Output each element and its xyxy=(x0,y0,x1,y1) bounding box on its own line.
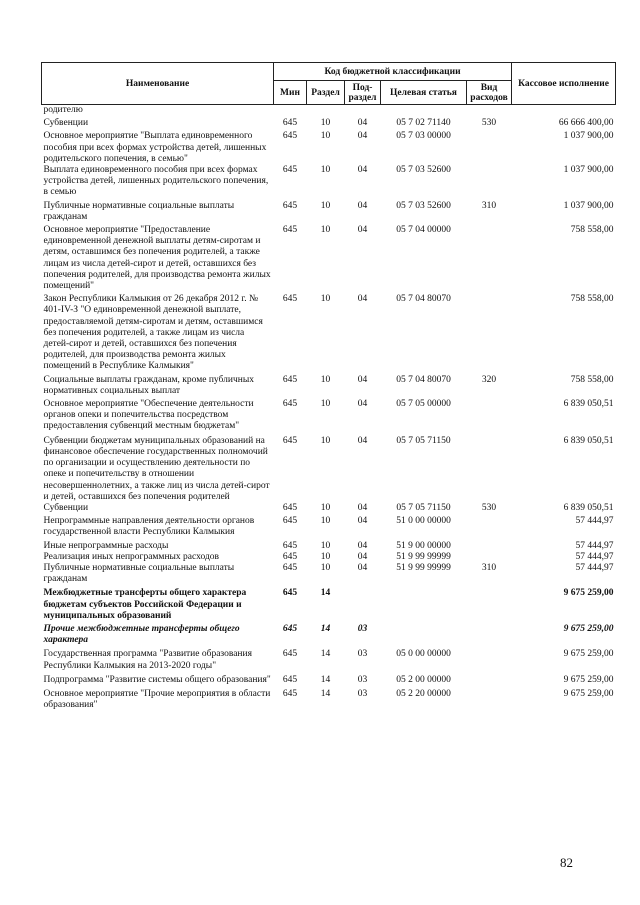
row-razdel: 10 xyxy=(320,540,331,551)
row-amount: 1 037 900,00 xyxy=(563,165,614,176)
row-min: 645 xyxy=(282,688,298,699)
row-min: 645 xyxy=(282,435,298,446)
row-min: 645 xyxy=(282,118,298,129)
row-name: Субвенции бюджетам муниципальных образований на финансовое обеспечение государственных полномочий по организации и осуществлению деятельности по опеке и попечительству в отношении несовершеннолетних, а также лиц из числа детей-сирот и детей, оставшихся без попечения родителей xyxy=(43,435,270,502)
row-min: 645 xyxy=(282,674,298,685)
row-name: Закон Республики Калмыкия от 26 декабря 2012 г. № 401-IV-З "О единовременной денежной выплате, предоставляемой детям-сиротам и детям, оставшимся без попечения родителей, а также лицам из числа детей-сирот и детей, оставшихся без попечения родителей, для производства ремонта жилых помещений в Республике Калмыкия" xyxy=(43,294,263,372)
row-name: Субвенции xyxy=(43,118,89,129)
row-razdel: 10 xyxy=(320,225,331,236)
row-amount: 9 675 259,00 xyxy=(563,649,614,660)
row-razdel: 10 xyxy=(320,200,331,211)
row-name: Основное мероприятие "Прочие мероприятия в области образования" xyxy=(43,688,271,711)
row-podrazdel: 04 xyxy=(357,502,368,513)
row-min: 645 xyxy=(282,131,298,142)
row-amount: 6 839 050,51 xyxy=(563,502,614,513)
row-min: 645 xyxy=(282,562,298,573)
row-name: Подпрограмма "Развитие системы общего образования" xyxy=(43,674,271,685)
header-min: Мин xyxy=(274,81,307,105)
row-name: Социальные выплаты гражданам, кроме публичных нормативных социальных выплат xyxy=(43,374,254,396)
row-target: 51 0 00 00000 xyxy=(396,516,451,527)
row-vid xyxy=(467,105,512,117)
row-amount: 758 558,00 xyxy=(570,225,614,236)
row-podrazdel: 04 xyxy=(357,118,368,129)
row-razdel: 10 xyxy=(320,399,331,410)
row-razdel: 10 xyxy=(320,502,331,513)
table-header xyxy=(42,63,616,105)
row-amount: 9 675 259,00 xyxy=(563,588,614,599)
row-vid xyxy=(467,292,512,372)
row-name: Публичные нормативные социальные выплаты гражданам xyxy=(43,562,235,585)
row-podrazdel: 03 xyxy=(357,674,368,685)
row-vid xyxy=(467,622,512,646)
row-podrazdel: 04 xyxy=(357,551,368,562)
row-min: 645 xyxy=(282,588,298,599)
row-razdel: 14 xyxy=(320,674,331,685)
table-row xyxy=(42,105,616,117)
row-name: Прочие межбюджетные трансферты общего характера xyxy=(43,623,240,646)
row-min: 645 xyxy=(282,399,298,410)
row-vid: 530 xyxy=(481,502,497,513)
row-amount: 6 839 050,51 xyxy=(563,435,614,446)
table-row xyxy=(42,433,616,503)
row-podrazdel: 04 xyxy=(357,399,368,410)
row-razdel: 14 xyxy=(320,623,331,634)
row-amount: 758 558,00 xyxy=(570,294,614,305)
table-row xyxy=(42,292,616,372)
row-min: 645 xyxy=(282,200,298,211)
row-podrazdel: 04 xyxy=(357,225,368,236)
table-row xyxy=(42,397,616,433)
row-target: 05 7 04 80070 xyxy=(396,374,451,385)
row-podrazdel: 04 xyxy=(357,165,368,176)
table-row xyxy=(42,503,616,514)
row-name: Основное мероприятие "Выплата единовременного пособия при всех формах устройства детей, лишенных родительского попечения, в семью" xyxy=(43,131,267,164)
row-target: 05 7 03 52600 xyxy=(396,200,451,211)
row-name: Субвенции xyxy=(43,502,89,513)
table-row xyxy=(42,646,616,671)
table-row xyxy=(42,129,616,165)
table-row xyxy=(42,539,616,552)
row-vid xyxy=(467,129,512,165)
row-vid: 310 xyxy=(481,200,497,211)
budget-table xyxy=(41,62,616,711)
row-target: 05 2 00 00000 xyxy=(396,674,451,685)
row-target: 51 9 99 99999 xyxy=(396,551,451,562)
row-target: 05 7 05 00000 xyxy=(396,399,451,410)
row-target: 05 7 02 71140 xyxy=(396,118,451,129)
row-vid xyxy=(467,433,512,503)
row-vid xyxy=(467,585,512,622)
row-podrazdel: 04 xyxy=(357,200,368,211)
row-min: 645 xyxy=(282,540,298,551)
row-razdel: 14 xyxy=(320,688,331,699)
table-body xyxy=(42,105,616,712)
row-name: Межбюджетные трансферты общего характера бюджетам субъектов Российской Федерации и муниципальных образований xyxy=(43,588,247,621)
row-target xyxy=(381,585,467,622)
header-razdel: Раздел xyxy=(307,81,345,105)
header-target: Целевая статья xyxy=(381,81,467,105)
row-amount: 66 666 400,00 xyxy=(558,118,614,129)
row-name: Непрограммные направления деятельности органов государственной власти Республики Калмыкия xyxy=(43,516,255,538)
row-vid: 320 xyxy=(481,374,497,385)
row-podrazdel: 04 xyxy=(357,435,368,446)
row-amount: 9 675 259,00 xyxy=(563,688,614,699)
header-vid: Вид расходов xyxy=(467,81,512,105)
row-amount xyxy=(512,105,616,117)
row-min: 645 xyxy=(282,294,298,305)
row-target: 51 9 99 99999 xyxy=(396,562,451,573)
table-row xyxy=(42,686,616,711)
row-vid xyxy=(467,686,512,711)
row-razdel: 14 xyxy=(320,588,331,599)
row-razdel: 10 xyxy=(320,131,331,142)
row-razdel: 10 xyxy=(320,294,331,305)
row-name: Государственная программа "Развитие образования Республики Калмыкия на 2013-2020 годы" xyxy=(43,649,252,671)
row-podrazdel: 04 xyxy=(357,294,368,305)
row-amount: 1 037 900,00 xyxy=(563,131,614,142)
row-podrazdel: 04 xyxy=(357,516,368,527)
row-name: Выплата единовременного пособия при всех формах устройства детей, лишенных родительского попечения, в семью xyxy=(43,165,269,198)
row-name: Основное мероприятие "Предоставление единовременной денежной выплаты детям-сиротам и детям, оставшимся без попечения родителей, а также лицам из числа детей-сирот и детей, оставшихся без попечения родителей, для производства ремонта жилых помещений" xyxy=(43,225,271,292)
row-amount: 57 444,97 xyxy=(575,562,614,573)
row-min: 645 xyxy=(282,516,298,527)
row-amount: 57 444,97 xyxy=(575,516,614,527)
row-amount: 6 839 050,51 xyxy=(563,399,614,410)
row-podrazdel: 03 xyxy=(357,688,368,699)
row-vid: 530 xyxy=(481,118,497,129)
row-amount: 57 444,97 xyxy=(575,540,614,551)
row-target: 05 2 20 00000 xyxy=(396,688,451,699)
row-razdel xyxy=(307,105,345,117)
row-name: родителю xyxy=(43,105,83,115)
row-razdel: 10 xyxy=(320,435,331,446)
row-target: 05 0 00 00000 xyxy=(396,649,451,660)
row-target: 05 7 03 00000 xyxy=(396,131,451,142)
row-target xyxy=(381,622,467,646)
row-podrazdel: 04 xyxy=(357,540,368,551)
row-min: 645 xyxy=(282,502,298,513)
table-row xyxy=(42,373,616,397)
table-row xyxy=(42,199,616,223)
row-podrazdel: 04 xyxy=(357,562,368,573)
row-podrazdel: 03 xyxy=(357,623,368,634)
row-vid xyxy=(467,397,512,433)
row-podrazdel xyxy=(345,105,381,117)
row-razdel: 10 xyxy=(320,165,331,176)
row-razdel: 10 xyxy=(320,118,331,129)
row-razdel: 10 xyxy=(320,551,331,562)
row-amount: 758 558,00 xyxy=(570,374,614,385)
header-code-group: Код бюджетной классификации xyxy=(274,63,512,81)
row-target: 05 7 04 80070 xyxy=(396,294,451,305)
table-row xyxy=(42,165,616,199)
row-vid xyxy=(467,223,512,292)
row-podrazdel xyxy=(345,585,381,622)
row-amount: 9 675 259,00 xyxy=(563,623,614,634)
header-name: Наименование xyxy=(42,63,274,105)
row-min xyxy=(274,105,307,117)
table-row xyxy=(42,116,616,129)
row-podrazdel: 04 xyxy=(357,374,368,385)
row-min: 645 xyxy=(282,623,298,634)
row-vid xyxy=(467,514,512,538)
row-razdel: 10 xyxy=(320,562,331,573)
row-min: 645 xyxy=(282,165,298,176)
row-podrazdel: 03 xyxy=(357,649,368,660)
row-min: 645 xyxy=(282,551,298,562)
row-vid xyxy=(467,646,512,671)
row-name: Основное мероприятие "Обеспечение деятельности органов опеки и попечительства посредством предоставления субвенций местным бюджетам" xyxy=(43,399,254,432)
row-name: Публичные нормативные социальные выплаты гражданам xyxy=(43,200,235,222)
table-row xyxy=(42,622,616,646)
row-min: 645 xyxy=(282,649,298,660)
row-target: 51 9 00 00000 xyxy=(396,540,451,551)
row-razdel: 10 xyxy=(320,516,331,527)
row-vid xyxy=(467,552,512,563)
row-razdel: 10 xyxy=(320,374,331,385)
row-vid xyxy=(467,672,512,686)
header-cash: Кассовое исполнение xyxy=(512,63,616,105)
row-target xyxy=(381,105,467,117)
row-vid xyxy=(467,165,512,199)
table-row xyxy=(42,585,616,622)
row-target: 05 7 05 71150 xyxy=(396,502,451,513)
row-vid: 310 xyxy=(481,562,497,573)
row-target: 05 7 04 00000 xyxy=(396,225,451,236)
table-row xyxy=(42,672,616,686)
row-amount: 9 675 259,00 xyxy=(563,674,614,685)
row-min: 645 xyxy=(282,374,298,385)
row-name: Иные непрограммные расходы xyxy=(43,540,169,551)
table-row xyxy=(42,563,616,585)
row-vid xyxy=(467,539,512,552)
row-amount: 57 444,97 xyxy=(575,551,614,562)
page-number: 82 xyxy=(560,855,573,870)
row-podrazdel: 04 xyxy=(357,131,368,142)
row-amount: 1 037 900,00 xyxy=(563,200,614,211)
table-row xyxy=(42,552,616,563)
table-row xyxy=(42,223,616,292)
row-target: 05 7 03 52600 xyxy=(396,165,451,176)
row-name: Реализация иных непрограммных расходов xyxy=(43,551,220,562)
row-min: 645 xyxy=(282,225,298,236)
row-target: 05 7 05 71150 xyxy=(396,435,451,446)
table-row xyxy=(42,514,616,538)
row-razdel: 14 xyxy=(320,649,331,660)
header-podrazdel: Под-раздел xyxy=(345,81,381,105)
